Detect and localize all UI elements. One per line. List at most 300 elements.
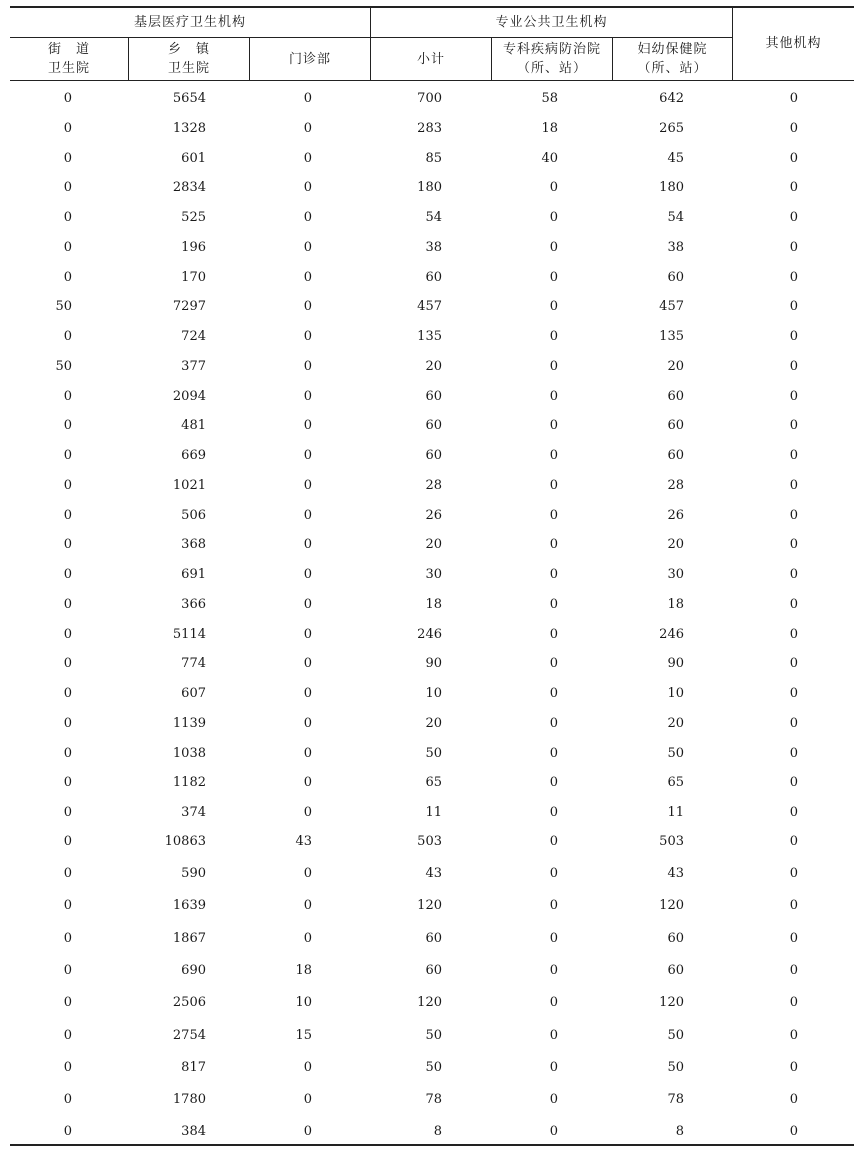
table-row (10, 625, 854, 645)
cell-subtotal: 50 (425, 1059, 442, 1075)
table-row (10, 654, 854, 674)
cell-other: 0 (789, 329, 798, 344)
cell-specialty: 18 (541, 120, 558, 136)
cell-clinic: 0 (303, 626, 312, 642)
cell-township: 774 (181, 656, 206, 672)
table-row (10, 714, 854, 734)
table-row (10, 149, 854, 169)
cell-clinic: 0 (303, 299, 312, 315)
cell-township: 1867 (172, 930, 206, 946)
cell-mch: 38 (667, 239, 684, 255)
cell-mch: 20 (667, 537, 684, 553)
cell-specialty: 0 (549, 656, 558, 672)
table-row (10, 595, 854, 615)
table-row (10, 476, 854, 496)
cell-specialty: 0 (549, 329, 558, 344)
cell-mch: 457 (659, 299, 684, 315)
cell-clinic: 0 (303, 418, 312, 434)
cell-township: 607 (181, 686, 206, 701)
cell-clinic: 0 (303, 1092, 312, 1108)
col-header-maternal-child (613, 38, 732, 80)
cell-street: 0 (63, 962, 72, 978)
table-row (10, 535, 854, 555)
col-header-line: 卫生院 (167, 61, 210, 76)
cell-other: 0 (789, 930, 798, 946)
cell-mch: 28 (667, 477, 684, 493)
cell-street: 0 (63, 507, 72, 523)
cell-township: 817 (181, 1059, 206, 1075)
cell-subtotal: 457 (417, 299, 442, 315)
cell-mch: 65 (667, 775, 684, 791)
table-row (10, 832, 854, 852)
table-row (10, 268, 854, 288)
cell-clinic: 0 (303, 715, 312, 731)
cell-street: 0 (63, 91, 72, 106)
cell-township: 1639 (172, 898, 206, 914)
cell-subtotal: 60 (425, 388, 442, 404)
cell-subtotal: 20 (425, 537, 442, 553)
cell-street: 0 (63, 686, 72, 701)
cell-street: 0 (63, 388, 72, 404)
cell-township: 1182 (172, 775, 206, 791)
cell-township: 1139 (172, 715, 206, 731)
cell-mch: 18 (667, 596, 684, 612)
cell-other: 0 (789, 299, 798, 315)
cell-township: 481 (181, 418, 206, 434)
cell-township: 2754 (172, 1027, 206, 1043)
cell-subtotal: 18 (425, 596, 442, 612)
cell-township: 690 (181, 962, 206, 978)
cell-clinic: 0 (303, 269, 312, 285)
cell-street: 0 (63, 477, 72, 493)
cell-other: 0 (789, 686, 798, 701)
cell-street: 0 (63, 269, 72, 285)
cell-clinic: 0 (303, 1124, 312, 1140)
cell-specialty: 0 (549, 269, 558, 285)
cell-street: 0 (63, 120, 72, 136)
cell-clinic: 0 (303, 805, 312, 820)
table-row (10, 506, 854, 526)
cell-other: 0 (789, 656, 798, 672)
cell-township: 669 (181, 448, 206, 463)
cell-clinic: 18 (295, 962, 312, 978)
cell-clinic: 0 (303, 477, 312, 493)
cell-township: 5654 (172, 91, 206, 106)
cell-mch: 20 (667, 358, 684, 374)
table-row (10, 119, 854, 139)
cell-subtotal: 120 (417, 898, 442, 914)
cell-mch: 60 (667, 930, 684, 946)
cell-clinic: 0 (303, 656, 312, 672)
cell-other: 0 (789, 962, 798, 978)
table-row (10, 993, 854, 1013)
cell-street: 0 (63, 150, 72, 166)
cell-township: 196 (181, 239, 206, 255)
cell-other: 0 (789, 1027, 798, 1043)
cell-street: 0 (63, 656, 72, 672)
col-header-line: 街 道 (47, 42, 90, 57)
table-row (10, 297, 854, 317)
cell-clinic: 0 (303, 537, 312, 553)
cell-subtotal: 60 (425, 269, 442, 285)
cell-specialty: 40 (541, 150, 558, 166)
cell-clinic: 43 (295, 833, 312, 849)
cell-specialty: 58 (541, 91, 558, 106)
cell-township: 366 (181, 596, 206, 612)
cell-township: 2506 (172, 995, 206, 1011)
cell-specialty: 0 (549, 686, 558, 701)
cell-specialty: 0 (549, 358, 558, 374)
cell-township: 506 (181, 507, 206, 523)
cell-clinic: 0 (303, 1059, 312, 1075)
cell-street: 0 (63, 995, 72, 1011)
cell-other: 0 (789, 210, 798, 225)
group-header-primary-care: 基层医疗卫生机构 (133, 14, 246, 30)
cell-subtotal: 50 (425, 745, 442, 761)
cell-street: 0 (63, 866, 72, 882)
cell-mch: 503 (659, 833, 684, 849)
cell-mch: 60 (667, 962, 684, 978)
cell-mch: 54 (667, 210, 684, 225)
table-row (10, 896, 854, 916)
cell-other: 0 (789, 120, 798, 136)
cell-clinic: 0 (303, 388, 312, 404)
cell-subtotal: 60 (425, 930, 442, 946)
col-header-specialty-prevention (492, 38, 612, 80)
cell-other: 0 (789, 239, 798, 255)
cell-subtotal: 8 (433, 1124, 442, 1140)
cell-specialty: 0 (549, 626, 558, 642)
cell-subtotal: 700 (417, 91, 442, 106)
cell-clinic: 0 (303, 596, 312, 612)
cell-mch: 20 (667, 715, 684, 731)
cell-subtotal: 26 (425, 507, 442, 523)
cell-specialty: 0 (549, 299, 558, 315)
cell-other: 0 (789, 150, 798, 166)
cell-clinic: 10 (295, 995, 312, 1011)
cell-specialty: 0 (549, 1059, 558, 1075)
cell-township: 1780 (172, 1092, 206, 1108)
cell-street: 0 (63, 239, 72, 255)
cell-other: 0 (789, 775, 798, 791)
table-row (10, 803, 854, 823)
cell-subtotal: 43 (425, 866, 442, 882)
cell-clinic: 0 (303, 358, 312, 374)
group-header-public-health: 专业公共卫生机构 (495, 14, 608, 30)
cell-subtotal: 30 (425, 567, 442, 582)
cell-subtotal: 28 (425, 477, 442, 493)
cell-mch: 120 (659, 995, 684, 1011)
cell-street: 0 (63, 329, 72, 344)
cell-other: 0 (789, 477, 798, 493)
cell-clinic: 0 (303, 91, 312, 106)
cell-mch: 10 (667, 686, 684, 701)
table-row (10, 357, 854, 377)
cell-street: 0 (63, 930, 72, 946)
cell-specialty: 0 (549, 1124, 558, 1140)
header-bottom-rule (10, 80, 854, 81)
cell-clinic: 0 (303, 775, 312, 791)
cell-other: 0 (789, 745, 798, 761)
cell-other: 0 (789, 388, 798, 404)
col-header-line: （所、站） (637, 61, 708, 76)
cell-other: 0 (789, 833, 798, 849)
cell-clinic: 0 (303, 150, 312, 166)
cell-mch: 246 (659, 626, 684, 642)
cell-specialty: 0 (549, 596, 558, 612)
cell-clinic: 0 (303, 866, 312, 882)
cell-subtotal: 60 (425, 418, 442, 434)
cell-street: 0 (63, 745, 72, 761)
cell-other: 0 (789, 567, 798, 582)
cell-subtotal: 120 (417, 995, 442, 1011)
table-header (10, 7, 854, 80)
cell-clinic: 0 (303, 120, 312, 136)
cell-township: 1038 (172, 745, 206, 761)
cell-other: 0 (789, 995, 798, 1011)
cell-street: 50 (55, 299, 72, 315)
table-row (10, 89, 854, 109)
table-row (10, 864, 854, 884)
cell-street: 0 (63, 1059, 72, 1075)
cell-township: 368 (181, 537, 206, 553)
cell-specialty: 0 (549, 388, 558, 404)
cell-other: 0 (789, 507, 798, 523)
table-row (10, 961, 854, 981)
cell-specialty: 0 (549, 477, 558, 493)
cell-mch: 45 (667, 150, 684, 166)
cell-township: 374 (181, 805, 206, 820)
cell-mch: 50 (667, 745, 684, 761)
cell-other: 0 (789, 180, 798, 196)
cell-mch: 8 (675, 1124, 684, 1140)
cell-specialty: 0 (549, 180, 558, 196)
cell-township: 601 (181, 150, 206, 166)
cell-specialty: 0 (549, 210, 558, 225)
cell-street: 0 (63, 418, 72, 434)
table-row (10, 929, 854, 949)
table-row (10, 327, 854, 347)
cell-mch: 50 (667, 1059, 684, 1075)
cell-other: 0 (789, 537, 798, 553)
cell-street: 0 (63, 210, 72, 225)
table-row (10, 684, 854, 704)
table-row (10, 238, 854, 258)
cell-other: 0 (789, 1092, 798, 1108)
cell-township: 1328 (172, 120, 206, 136)
cell-other: 0 (789, 358, 798, 374)
cell-specialty: 0 (549, 448, 558, 463)
cell-clinic: 0 (303, 180, 312, 196)
cell-mch: 60 (667, 448, 684, 463)
cell-township: 590 (181, 866, 206, 882)
cell-subtotal: 11 (425, 805, 442, 820)
cell-clinic: 15 (295, 1027, 312, 1043)
cell-other: 0 (789, 448, 798, 463)
cell-township: 2094 (172, 388, 206, 404)
col-header-clinic: 门诊部 (288, 51, 331, 67)
cell-township: 170 (181, 269, 206, 285)
cell-other: 0 (789, 91, 798, 106)
cell-subtotal: 246 (417, 626, 442, 642)
table-row (10, 178, 854, 198)
cell-street: 0 (63, 1092, 72, 1108)
cell-subtotal: 54 (425, 210, 442, 225)
col-header-line: 卫生院 (47, 61, 90, 76)
cell-specialty: 0 (549, 715, 558, 731)
col-header-township-health-center (129, 38, 249, 80)
cell-subtotal: 65 (425, 775, 442, 791)
cell-township: 525 (181, 210, 206, 225)
cell-clinic: 0 (303, 567, 312, 582)
cell-subtotal: 20 (425, 358, 442, 374)
cell-mch: 120 (659, 898, 684, 914)
cell-street: 50 (55, 358, 72, 374)
cell-subtotal: 283 (417, 120, 442, 136)
cell-mch: 50 (667, 1027, 684, 1043)
col-header-other-institutions: 其他机构 (765, 36, 822, 51)
table-row (10, 387, 854, 407)
cell-clinic: 0 (303, 507, 312, 523)
cell-subtotal: 90 (425, 656, 442, 672)
col-header-line: 专科疾病防治院 (502, 42, 601, 57)
cell-clinic: 0 (303, 239, 312, 255)
cell-township: 724 (181, 329, 206, 344)
table-row (10, 773, 854, 793)
cell-other: 0 (789, 866, 798, 882)
cell-subtotal: 78 (425, 1092, 442, 1108)
cell-street: 0 (63, 898, 72, 914)
cell-other: 0 (789, 1124, 798, 1140)
cell-township: 10863 (164, 833, 206, 849)
cell-township: 1021 (172, 477, 206, 493)
cell-mch: 135 (659, 329, 684, 344)
cell-specialty: 0 (549, 567, 558, 582)
cell-specialty: 0 (549, 1027, 558, 1043)
cell-subtotal: 50 (425, 1027, 442, 1043)
cell-other: 0 (789, 418, 798, 434)
cell-other: 0 (789, 715, 798, 731)
cell-other: 0 (789, 805, 798, 820)
cell-street: 0 (63, 537, 72, 553)
cell-specialty: 0 (549, 537, 558, 553)
cell-specialty: 0 (549, 805, 558, 820)
cell-subtotal: 85 (425, 150, 442, 166)
table-bottom-rule (10, 1144, 854, 1146)
cell-mch: 30 (667, 567, 684, 582)
cell-street: 0 (63, 1027, 72, 1043)
cell-specialty: 0 (549, 833, 558, 849)
cell-subtotal: 60 (425, 448, 442, 463)
table-row (10, 208, 854, 228)
cell-other: 0 (789, 596, 798, 612)
col-header-line: 妇幼保健院 (637, 42, 708, 57)
cell-specialty: 0 (549, 239, 558, 255)
cell-street: 0 (63, 833, 72, 849)
cell-subtotal: 180 (417, 180, 442, 196)
table-row (10, 1058, 854, 1078)
cell-subtotal: 10 (425, 686, 442, 701)
cell-subtotal: 38 (425, 239, 442, 255)
table-row (10, 1090, 854, 1110)
cell-specialty: 0 (549, 898, 558, 914)
cell-specialty: 0 (549, 418, 558, 434)
col-header-line: （所、站） (516, 61, 587, 76)
cell-subtotal: 135 (417, 329, 442, 344)
cell-specialty: 0 (549, 930, 558, 946)
cell-specialty: 0 (549, 1092, 558, 1108)
cell-other: 0 (789, 898, 798, 914)
table-row (10, 565, 854, 585)
table-row (10, 1122, 854, 1142)
table-row (10, 744, 854, 764)
cell-township: 384 (181, 1124, 206, 1140)
cell-street: 0 (63, 180, 72, 196)
table-row (10, 416, 854, 436)
cell-township: 7297 (172, 299, 206, 315)
table-row (10, 446, 854, 466)
cell-clinic: 0 (303, 898, 312, 914)
cell-specialty: 0 (549, 995, 558, 1011)
cell-other: 0 (789, 1059, 798, 1075)
cell-mch: 78 (667, 1092, 684, 1108)
cell-township: 377 (181, 358, 206, 374)
cell-mch: 60 (667, 269, 684, 285)
cell-clinic: 0 (303, 930, 312, 946)
cell-street: 0 (63, 805, 72, 820)
cell-clinic: 0 (303, 686, 312, 701)
cell-street: 0 (63, 567, 72, 582)
cell-street: 0 (63, 775, 72, 791)
cell-clinic: 0 (303, 210, 312, 225)
cell-mch: 11 (667, 805, 684, 820)
cell-township: 2834 (172, 180, 206, 196)
cell-subtotal: 20 (425, 715, 442, 731)
cell-street: 0 (63, 1124, 72, 1140)
col-header-line: 乡 镇 (167, 42, 210, 57)
cell-street: 0 (63, 596, 72, 612)
cell-clinic: 0 (303, 448, 312, 463)
col-header-street-health-center (10, 38, 128, 80)
cell-township: 5114 (172, 626, 206, 642)
cell-specialty: 0 (549, 775, 558, 791)
cell-specialty: 0 (549, 745, 558, 761)
cell-mch: 180 (659, 180, 684, 196)
cell-clinic: 0 (303, 745, 312, 761)
col-header-subtotal: 小计 (416, 51, 445, 67)
cell-mch: 642 (659, 91, 684, 106)
cell-mch: 60 (667, 388, 684, 404)
cell-specialty: 0 (549, 507, 558, 523)
cell-mch: 265 (659, 120, 684, 136)
cell-subtotal: 60 (425, 962, 442, 978)
cell-street: 0 (63, 448, 72, 463)
cell-specialty: 0 (549, 962, 558, 978)
cell-street: 0 (63, 626, 72, 642)
cell-subtotal: 503 (417, 833, 442, 849)
cell-clinic: 0 (303, 329, 312, 344)
cell-mch: 26 (667, 507, 684, 523)
cell-township: 691 (181, 567, 206, 582)
cell-other: 0 (789, 269, 798, 285)
cell-specialty: 0 (549, 866, 558, 882)
cell-mch: 43 (667, 866, 684, 882)
cell-mch: 60 (667, 418, 684, 434)
cell-other: 0 (789, 626, 798, 642)
cell-street: 0 (63, 715, 72, 731)
table-row (10, 1026, 854, 1046)
cell-mch: 90 (667, 656, 684, 672)
